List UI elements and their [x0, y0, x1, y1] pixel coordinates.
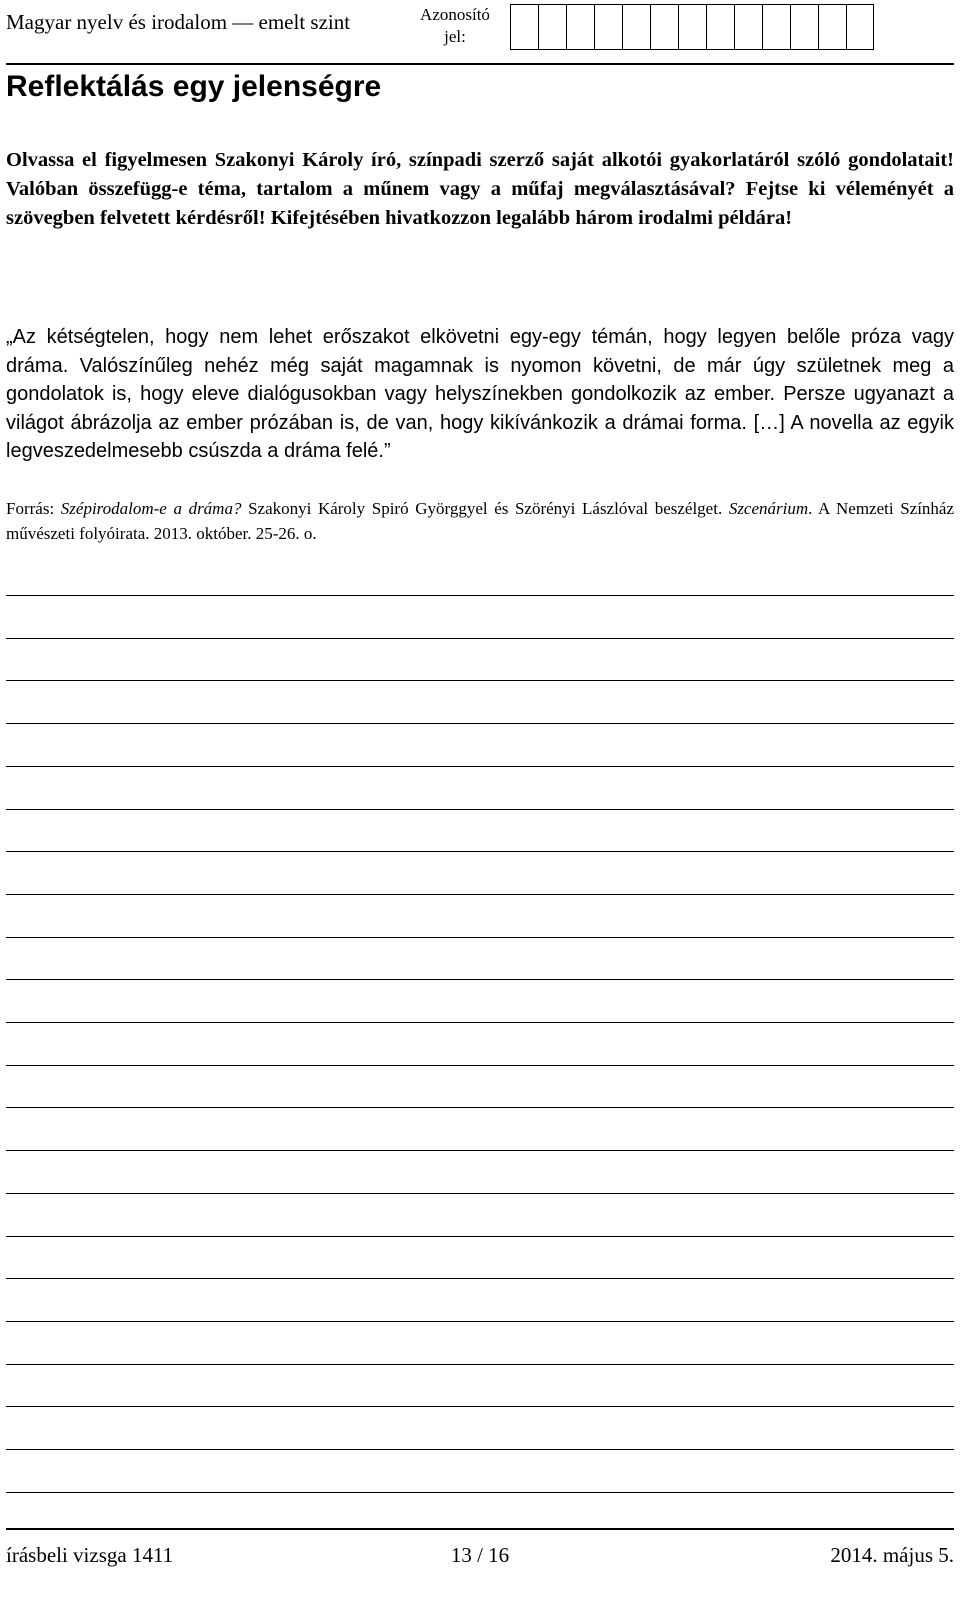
section-title: Reflektálás egy jelenségre [6, 70, 382, 103]
header-divider [6, 63, 954, 65]
source-journal: Szcenárium [728, 499, 809, 518]
answer-line[interactable] [6, 1449, 954, 1450]
id-label-line1: Azonosító [420, 5, 490, 24]
answer-line[interactable] [6, 894, 954, 895]
answer-line[interactable] [6, 1193, 954, 1194]
answer-line[interactable] [6, 1364, 954, 1365]
id-code-box[interactable] [734, 4, 762, 50]
answer-line[interactable] [6, 680, 954, 681]
source-label: Forrás: [6, 499, 55, 518]
answer-line[interactable] [6, 1492, 954, 1493]
answer-line[interactable] [6, 723, 954, 724]
id-code-box[interactable] [538, 4, 566, 50]
source-rest: . A Nemzeti Színház művészeti folyóirata. 2013. október. 25-26. o. [6, 499, 955, 543]
answer-line[interactable] [6, 1278, 954, 1279]
id-code-box[interactable] [818, 4, 846, 50]
answer-line[interactable] [6, 1065, 954, 1066]
footer-date: 2014. május 5. [830, 1543, 954, 1567]
answer-line[interactable] [6, 1321, 954, 1322]
answer-line[interactable] [6, 809, 954, 810]
task-instructions: Olvassa el figyelmesen Szakonyi Károly író, színpadi szerző saját alkotói gyakorlatáról szóló gondolatait! Valóban összefügg-e téma, tartalom a műnem vagy a műfaj megválasztásával? Fejtse ki véleményét a szövegben felvetett kérdésről! Kifejtésében hivatkozzon legalább három irodalmi példára! [6, 149, 954, 229]
id-code-box[interactable] [762, 4, 790, 50]
id-code-box[interactable] [594, 4, 622, 50]
id-label [415, 4, 495, 48]
id-code-box[interactable] [566, 4, 594, 50]
answer-lines-area[interactable] [6, 0, 954, 1613]
answer-line[interactable] [6, 1107, 954, 1108]
footer-exam-code: írásbeli vizsga 1411 [6, 1543, 174, 1567]
answer-line[interactable] [6, 1236, 954, 1237]
answer-line[interactable] [6, 1406, 954, 1407]
id-code-box[interactable] [678, 4, 706, 50]
answer-line[interactable] [6, 1150, 954, 1151]
quoted-passage: „Az kétségtelen, hogy nem lehet erőszakot elkövetni egy-egy témán, hogy legyen belőle próza vagy dráma. Valószínűleg nehéz még saját magamnak is nyomon követni, de már úgy születnek meg a gondolatok is, hogy eleve dialógusokban vagy helyszínekben gondolkozik az ember. Persze ugyanazt a világot ábrázolja az ember prózában is, de van, hogy kikívánkozik a drámai forma. […] A novella az egyik legveszedelmesebb csúszda a dráma felé.” [6, 326, 954, 462]
answer-line[interactable] [6, 851, 954, 852]
header-subject: Magyar nyelv és irodalom — emelt szint [6, 10, 351, 34]
id-code-box[interactable] [846, 4, 874, 50]
footer-page-number: 13 / 16 [450, 1543, 510, 1567]
answer-line[interactable] [6, 766, 954, 767]
answer-line[interactable] [6, 1022, 954, 1023]
answer-line[interactable] [6, 937, 954, 938]
source-after-title: Szakonyi Károly Spiró Györggyel és Szörényi Lászlóval beszélget. [241, 499, 723, 518]
id-code-box[interactable] [510, 4, 538, 50]
id-code-box[interactable] [650, 4, 678, 50]
id-label-line2: jel: [444, 27, 466, 46]
answer-line[interactable] [6, 979, 954, 980]
source-citation [6, 496, 954, 546]
answer-line[interactable] [6, 638, 954, 639]
id-code-box[interactable] [622, 4, 650, 50]
source-title: Szépirodalom-e a dráma? [60, 499, 242, 518]
answer-line[interactable] [6, 595, 954, 596]
id-code-boxes [510, 4, 874, 50]
id-code-box[interactable] [790, 4, 818, 50]
id-code-box[interactable] [706, 4, 734, 50]
footer-divider [6, 1528, 954, 1530]
